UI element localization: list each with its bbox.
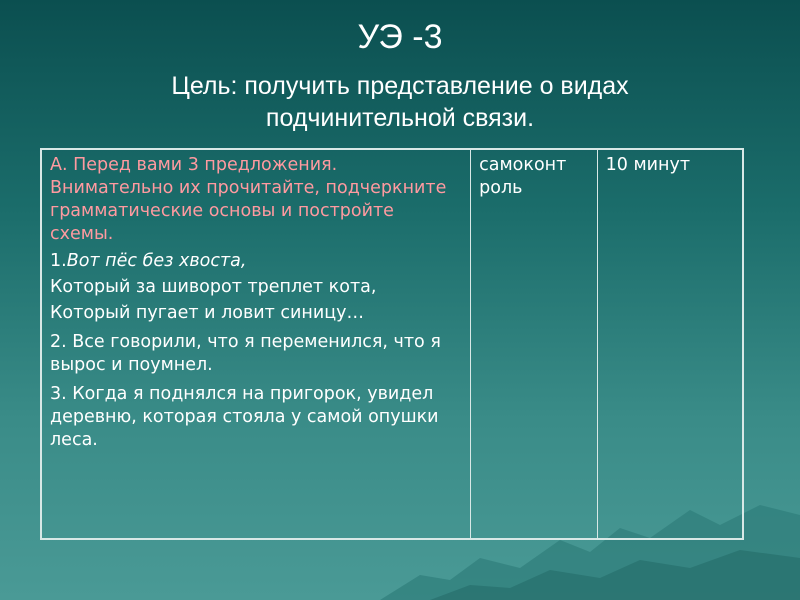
self-control-cell <box>471 149 597 539</box>
self-control-line-1: самоконт <box>479 155 567 175</box>
sentence-2: 2. Все говорили, что я переменился, что я вырос и поумнел. <box>50 332 441 375</box>
task-cell <box>41 149 471 539</box>
sentence-1-number: 1. <box>50 251 67 271</box>
slide-title: УЭ -3 <box>357 18 443 56</box>
time-text: 10 минут <box>605 155 691 175</box>
sentence-3: 3. Когда я поднялся на пригорок, увидел деревню, которая стояла у самой опушки леса. <box>50 384 439 450</box>
sentence-1-first-line: Вот пёс без хвоста, <box>66 251 247 271</box>
subtitle-line-1: Цель: получить представление о видах <box>171 72 629 100</box>
task-table <box>40 148 744 540</box>
table-row <box>41 149 743 539</box>
subtitle-line-2: подчинительной связи. <box>265 104 535 132</box>
sentence-1-line-3: Который пугает и ловит синицу… <box>50 303 364 323</box>
time-cell <box>597 149 743 539</box>
slide-subtitle <box>60 70 740 134</box>
instruction-text: А. Перед вами 3 предложения. Внимательно их прочитайте, подчеркните грамматические основы и постройте схемы. <box>50 155 447 244</box>
sentence-1-line-2: Который за шиворот треплет кота, <box>50 277 377 297</box>
self-control-line-2: роль <box>479 178 523 198</box>
sentence-1-line-1 <box>50 250 462 273</box>
